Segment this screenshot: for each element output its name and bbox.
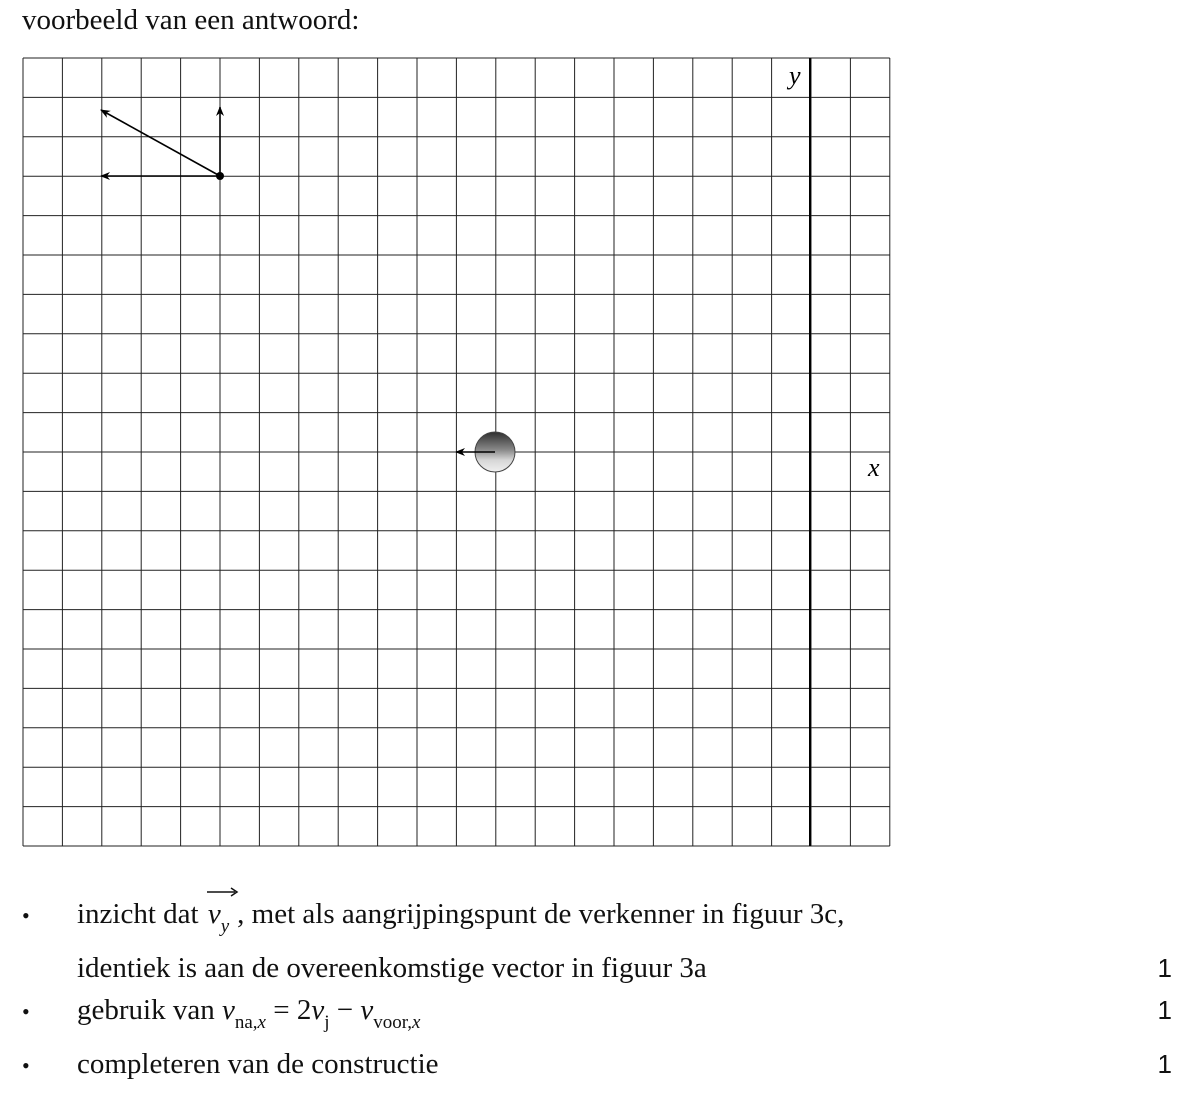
bullet: • [22,999,30,1024]
criterion-2-score: 1 [1157,995,1172,1025]
criterion-1-text-after: , met als aangrijpingspunt de verkenner in figuur 3c, [237,898,845,930]
x-axis-label: x [868,453,880,482]
vector-subscript: y [220,916,230,937]
formula-sub-x: x [257,1012,266,1033]
criterion-3-line: completeren van de constructie [77,1048,439,1080]
formula-sub-na: na, [234,1012,258,1033]
vector-v-y [206,896,233,936]
criterion-1-score: 1 [1157,953,1172,983]
bullet: • [22,903,30,928]
formula-sub-x-2: x [412,1012,421,1033]
bullet: • [22,1053,30,1078]
formula-equals: = 2 [265,994,312,1026]
formula-sub-voor: voor, [373,1012,413,1033]
heading: voorbeeld van een antwoord: [22,4,360,36]
formula-v-j: v [311,994,325,1026]
criterion-1-line-1 [77,896,844,936]
formula-v-voor: v [360,994,374,1026]
criterion-3-score: 1 [1157,1049,1172,1079]
criterion-2-line [77,992,420,1032]
vector-resultant [101,110,220,176]
vector-origin-dot [216,172,224,180]
criterion-2-text: gebruik van [77,994,222,1026]
formula-minus: − [329,994,361,1026]
criterion-1-text-before: inzicht dat [77,898,206,930]
vector-arrow-icon [205,886,239,898]
criterion-1-line-2: identiek is aan de overeenkomstige vector in figuur 3a [77,952,707,984]
y-axis-label: y [789,61,801,90]
formula-v-na: v [221,994,235,1026]
formula-sub-j: j [324,1012,330,1033]
vector-symbol: v [207,898,221,930]
